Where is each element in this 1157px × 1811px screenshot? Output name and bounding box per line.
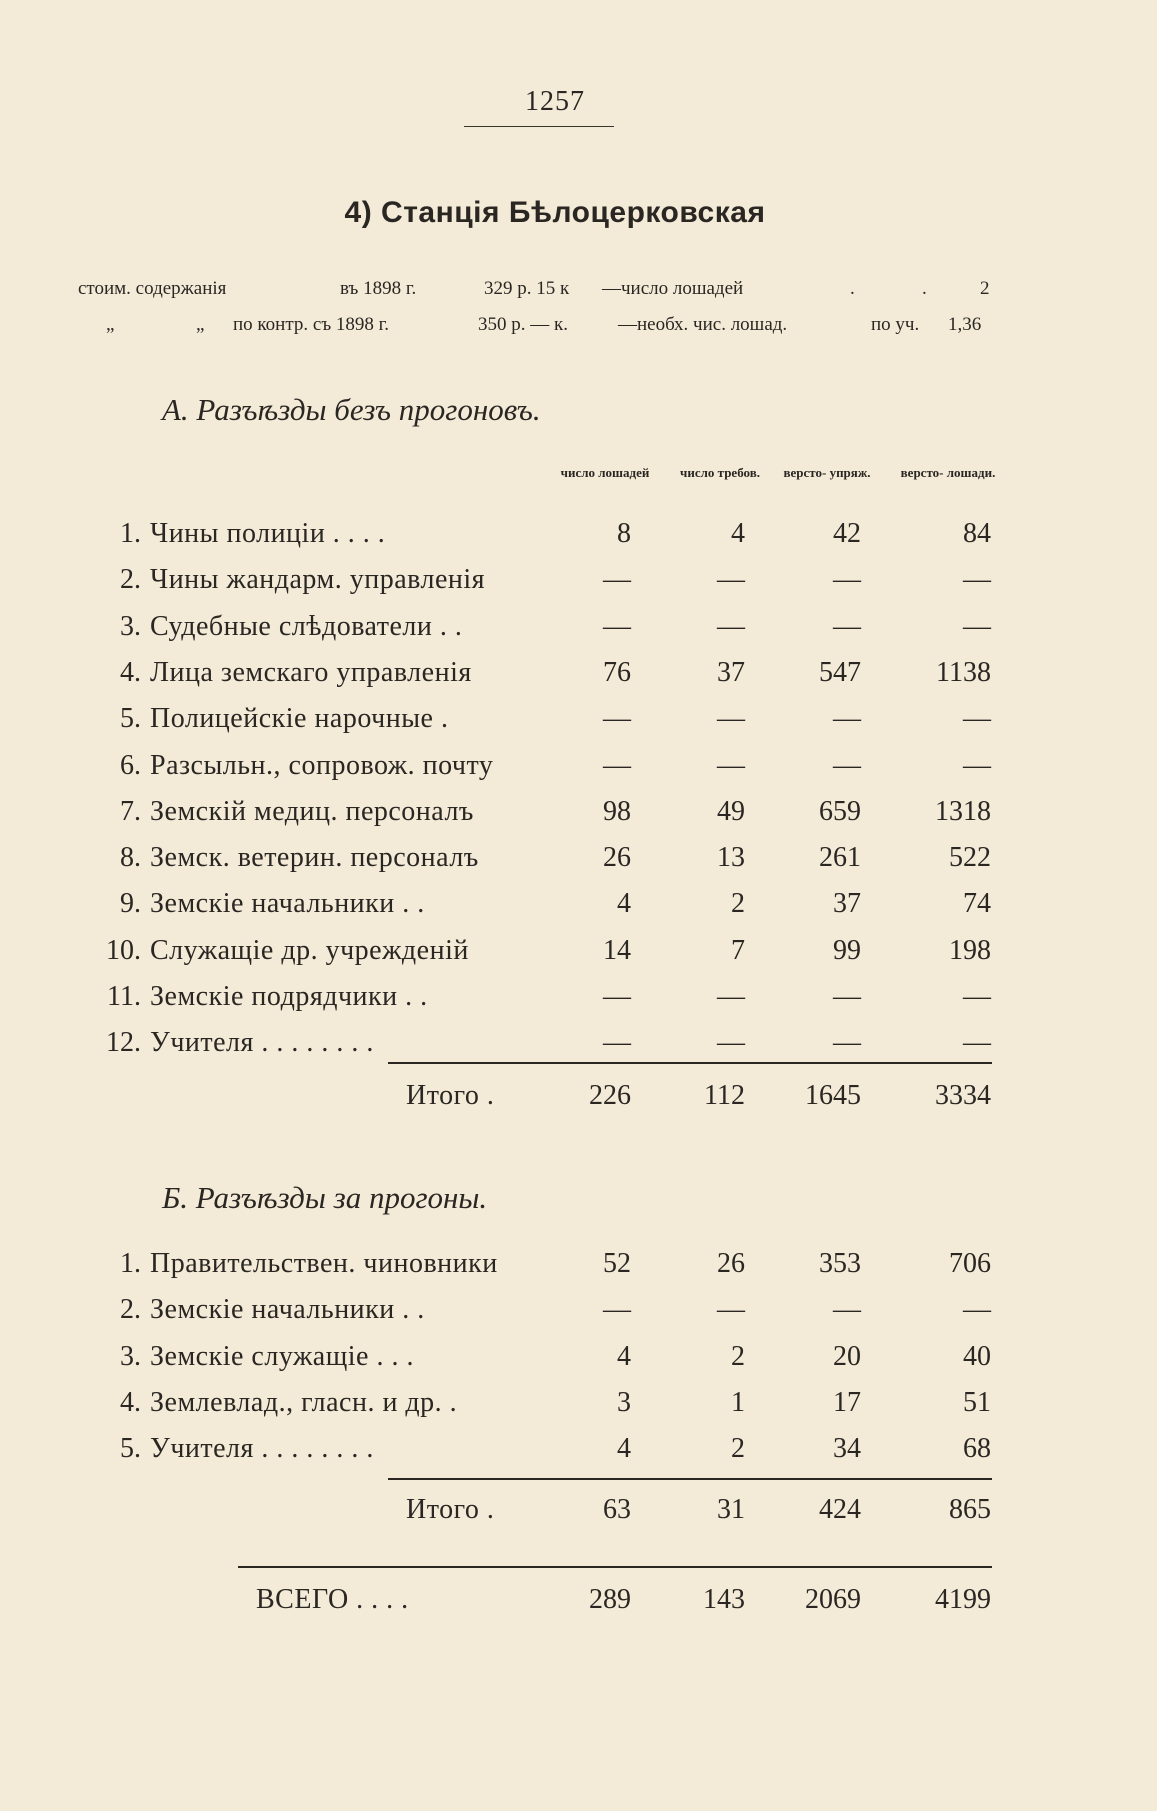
table-row (0, 1341, 1157, 1385)
total-value: 865 (949, 1494, 991, 1525)
row-label: Лица земскаго управленія (150, 656, 472, 688)
row-value: 52 (603, 1248, 631, 1279)
row-number: 4. (120, 656, 141, 688)
row-number: 2. (120, 1294, 141, 1326)
row-number: 12. (106, 1027, 141, 1059)
row-value: 68 (963, 1433, 991, 1465)
row-number: 9. (120, 888, 141, 920)
row-value: 1138 (936, 656, 991, 688)
row-value: 2 (731, 1433, 745, 1465)
info-horses-label: —число лошадей (602, 278, 744, 299)
section-b-title: Б. Разъѣзды за прогоны. (162, 1180, 488, 1215)
row-value: 547 (819, 656, 861, 688)
row-value: 49 (717, 795, 745, 827)
row-value: 42 (833, 518, 861, 549)
table-row (0, 981, 1157, 1025)
info-cost-label: стоим. содержанія (78, 278, 227, 299)
section-a-total-rule (388, 1062, 992, 1064)
row-number: 6. (120, 749, 141, 781)
row-value: — (833, 564, 861, 596)
row-value: — (603, 610, 631, 642)
section-a-total-row (0, 1080, 1157, 1124)
total-value: 3334 (935, 1080, 991, 1111)
row-value: — (717, 703, 745, 735)
row-number: 1. (120, 1248, 141, 1279)
row-number: 5. (120, 1433, 141, 1465)
row-value: 4 (617, 1340, 631, 1372)
row-value: 2 (731, 888, 745, 920)
row-value: — (717, 1027, 745, 1059)
row-value: — (963, 1027, 991, 1059)
row-value: 37 (717, 656, 745, 688)
row-label: Земскіе начальники . . (150, 888, 425, 920)
row-value: — (717, 981, 745, 1012)
row-value: 8 (617, 518, 631, 549)
grand-total-label: ВСЕГО . . . . (256, 1584, 409, 1615)
row-value: 2 (731, 1340, 745, 1372)
row-value: 353 (819, 1248, 861, 1279)
total-label: Итого . (406, 1494, 495, 1525)
row-value: 51 (963, 1386, 991, 1418)
table-row (0, 750, 1157, 794)
info-dot-1: . (850, 278, 855, 299)
row-label: Земскій медиц. персоналъ (150, 795, 474, 827)
row-number: 3. (120, 1340, 141, 1372)
table-row (0, 518, 1157, 562)
row-value: 7 (731, 934, 745, 966)
row-value: — (963, 703, 991, 735)
table-row (0, 1027, 1157, 1071)
info-needed-label: —необх. чис. лошад. (618, 314, 788, 335)
col-header-verst-horses: версто- лошади. (900, 465, 996, 480)
info-ditto-2: „ (196, 314, 205, 335)
row-value: 26 (603, 842, 631, 874)
row-value: 13 (717, 842, 745, 874)
page-number-rule (464, 126, 614, 127)
row-value: — (603, 981, 631, 1012)
row-value: 17 (833, 1386, 861, 1418)
page-number: 1257 (525, 86, 585, 117)
row-number: 1. (120, 518, 141, 549)
col-header-horses: число лошадей (560, 465, 650, 480)
row-value: — (603, 1027, 631, 1059)
row-value: — (833, 1294, 861, 1326)
row-value: 74 (963, 888, 991, 920)
row-value: — (603, 1294, 631, 1326)
row-value: 40 (963, 1340, 991, 1372)
row-number: 10. (106, 934, 141, 966)
table-row (0, 1248, 1157, 1292)
table-row (0, 888, 1157, 932)
row-number: 3. (120, 610, 141, 642)
row-value: — (963, 610, 991, 642)
row-label: Чины полиціи . . . . (150, 518, 386, 549)
row-label: Земскіе подрядчики . . (150, 981, 428, 1012)
info-horses-value: 2 (980, 278, 990, 299)
table-row (0, 1433, 1157, 1477)
row-value: 84 (963, 518, 991, 549)
row-number: 5. (120, 703, 141, 735)
info-contract-amount: 350 р. — к. (478, 314, 568, 335)
table-row (0, 1294, 1157, 1338)
row-value: 20 (833, 1340, 861, 1372)
info-ditto-1: „ (106, 314, 115, 335)
row-value: — (603, 703, 631, 735)
row-value: 76 (603, 656, 631, 688)
row-value: 659 (819, 795, 861, 827)
info-contract-year: по контр. съ 1898 г. (233, 314, 390, 335)
row-value: 99 (833, 934, 861, 966)
total-value: 112 (704, 1080, 745, 1111)
row-value: — (833, 1027, 861, 1059)
row-value: — (963, 564, 991, 596)
row-label: Служащіе др. учрежденій (150, 934, 469, 966)
row-label: Разсыльн., сопровож. почту (150, 749, 494, 781)
row-value: — (833, 749, 861, 781)
info-needed-value: 1,36 (948, 314, 982, 335)
info-dot-2: . (922, 278, 927, 299)
row-label: Учителя . . . . . . . . (150, 1433, 374, 1465)
row-value: — (833, 703, 861, 735)
row-value: — (717, 1294, 745, 1326)
row-value: — (603, 564, 631, 596)
row-value: 37 (833, 888, 861, 920)
row-number: 7. (120, 795, 141, 827)
row-label: Землевлад., гласн. и др. . (150, 1386, 458, 1418)
table-row (0, 564, 1157, 608)
row-label: Земск. ветерин. персоналъ (150, 842, 479, 874)
row-number: 8. (120, 842, 141, 874)
row-value: 261 (819, 842, 861, 874)
table-row (0, 1387, 1157, 1431)
row-label: Земскіе служащіе . . . (150, 1340, 414, 1372)
row-number: 11. (107, 981, 141, 1012)
table-row (0, 703, 1157, 747)
row-value: — (833, 610, 861, 642)
info-cost-year: въ 1898 г. (340, 278, 417, 299)
total-value: 63 (603, 1494, 631, 1525)
row-value: 34 (833, 1433, 861, 1465)
row-label: Учителя . . . . . . . . (150, 1027, 374, 1059)
info-per-unit: по уч. (871, 314, 920, 335)
total-value: 424 (819, 1494, 861, 1525)
row-value: 198 (949, 934, 991, 966)
row-number: 4. (120, 1386, 141, 1418)
table-row (0, 657, 1157, 701)
table-row (0, 935, 1157, 979)
row-number: 2. (120, 564, 141, 596)
section-b-total-rule (388, 1478, 992, 1480)
row-value: — (717, 564, 745, 596)
row-label: Земскіе начальники . . (150, 1294, 425, 1326)
total-label: Итого . (406, 1080, 495, 1111)
grand-total-value: 4199 (935, 1584, 991, 1615)
row-value: — (833, 981, 861, 1012)
row-value: 3 (617, 1386, 631, 1418)
row-label: Правительствен. чиновники (150, 1248, 498, 1279)
row-value: 26 (717, 1248, 745, 1279)
row-value: 1318 (935, 795, 991, 827)
total-value: 31 (717, 1494, 745, 1525)
row-value: 4 (617, 888, 631, 920)
row-label: Судебные слѣдователи . . (150, 610, 463, 642)
row-value: — (717, 610, 745, 642)
col-header-verst-harness: версто- упряж. (783, 465, 871, 480)
table-row (0, 611, 1157, 655)
row-value: — (963, 1294, 991, 1326)
row-value: 1 (731, 1386, 745, 1418)
section-a-title: А. Разъѣзды безъ прогоновъ. (162, 392, 541, 427)
row-value: 706 (949, 1248, 991, 1279)
row-label: Чины жандарм. управленія (150, 564, 486, 596)
row-value: — (603, 749, 631, 781)
row-value: 522 (949, 842, 991, 874)
total-value: 226 (589, 1080, 631, 1111)
row-value: 98 (603, 795, 631, 827)
table-row (0, 796, 1157, 840)
row-value: — (717, 749, 745, 781)
row-value: — (963, 749, 991, 781)
grand-total-row (0, 1584, 1157, 1628)
total-value: 1645 (805, 1080, 861, 1111)
grand-total-rule (238, 1566, 992, 1568)
grand-total-value: 289 (589, 1584, 631, 1615)
grand-total-value: 143 (703, 1584, 745, 1615)
row-value: — (963, 981, 991, 1012)
table-row (0, 842, 1157, 886)
grand-total-value: 2069 (805, 1584, 861, 1615)
row-value: 4 (731, 518, 745, 549)
section-b-total-row (0, 1494, 1157, 1538)
row-value: 4 (617, 1433, 631, 1465)
page-title: 4) Станція Бѣлоцерковская (344, 196, 766, 229)
info-cost-amount: 329 р. 15 к (484, 278, 570, 299)
row-label: Полицейскіе нарочные . (150, 703, 449, 735)
row-value: 14 (603, 934, 631, 966)
col-header-requests: число требов. (680, 465, 760, 480)
